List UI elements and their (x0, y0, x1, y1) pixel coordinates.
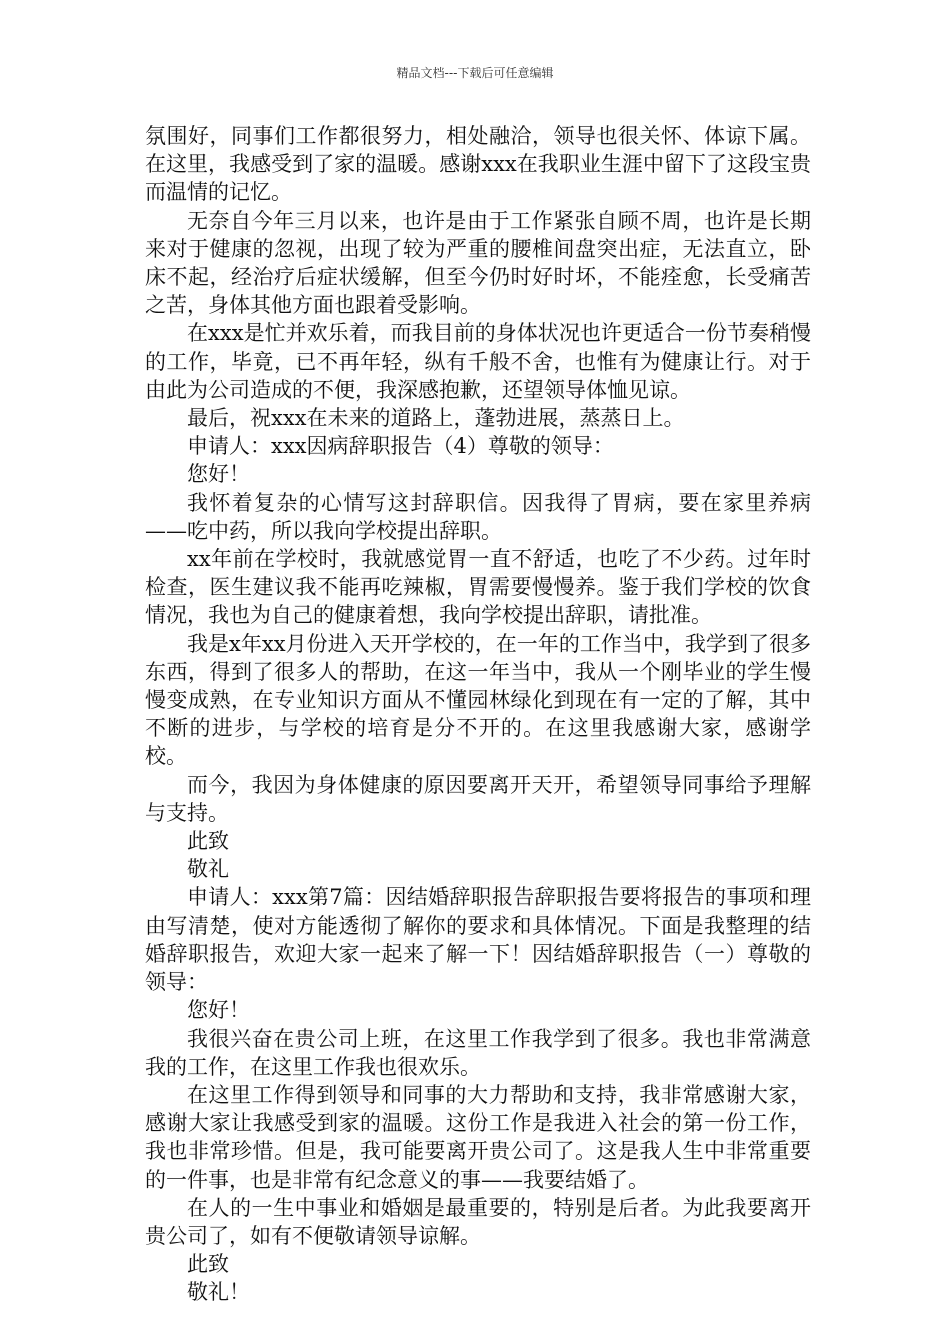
paragraph: 敬礼！ (187, 1280, 250, 1305)
paragraph: 申请人：xxx第7篇：因结婚辞职报告辞职报告要将报告的事项和理由写清楚，使对方能透彻了解你的要求和具体情况。下面是我整理的结婚辞职报告，欢迎大家一起来了解一下！因结婚辞职报告（一）尊敬的领导： (145, 885, 811, 995)
page-header: 精品文档---下载后可任意编辑 (396, 66, 554, 80)
paragraph: 申请人：xxx因病辞职报告（4）尊敬的领导： (187, 434, 614, 459)
paragraph: 我是x年xx月份进入天开学校的，在一年的工作当中，我学到了很多东西，得到了很多人的帮助，在这一年当中，我从一个刚毕业的学生慢慢变成熟，在专业知识方面从不懂园林绿化到现在有一定的了解，其中不断的进步，与学校的培育是分不开的。在这里我感谢大家，感谢学校。 (145, 631, 811, 769)
paragraph: 在xxx是忙并欢乐着，而我目前的身体状况也许更适合一份节奏稍慢的工作，毕竟，已不再年轻，纵有千般不舍，也惟有为健康让行。对于由此为公司造成的不便，我深感抱歉，还望领导体恤见谅。 (145, 321, 811, 402)
paragraph: 无奈自今年三月以来，也许是由于工作紧张自顾不周，也许是长期来对于健康的忽视，出现了较为严重的腰椎间盘突出症，无法直立，卧床不起，经治疗后症状缓解，但至今仍时好时坏，不能痊愈，长受痛苦之苦，身体其他方面也跟着受影响。 (145, 208, 811, 318)
paragraph: 此致 (187, 1252, 229, 1277)
paragraph: 而今，我因为身体健康的原因要离开天开，希望领导同事给予理解与支持。 (145, 772, 811, 825)
paragraph: xx年前在学校时，我就感觉胃一直不舒适，也吃了不少药。过年时检查，医生建议我不能再吃辣椒，胃需要慢慢养。鉴于我们学校的饮食情况，我也为自己的健康着想，我向学校提出辞职，请批准。 (145, 547, 811, 628)
paragraph: 此致 (187, 829, 229, 854)
paragraph: 在人的一生中事业和婚姻是最重要的，特别是后者。为此我要离开贵公司了，如有不便敬请领导谅解。 (145, 1195, 811, 1248)
paragraph: 您好！ (187, 462, 250, 487)
paragraph: 我怀着复杂的心情写这封辞职信。因我得了胃病，要在家里养病——吃中药，所以我向学校提出辞职。 (145, 490, 811, 543)
document-body (145, 122, 811, 1307)
paragraph: 我很兴奋在贵公司上班，在这里工作我学到了很多。我也非常满意我的工作，在这里工作我也很欢乐。 (145, 1026, 811, 1079)
paragraph: 氛围好，同事们工作都很努力，相处融洽，领导也很关怀、体谅下属。在这里，我感受到了家的温暖。感谢xxx在我职业生涯中留下了这段宝贵而温情的记忆。 (145, 124, 811, 205)
paragraph: 您好！ (187, 998, 250, 1023)
paragraph: 最后，祝xxx在未来的道路上，蓬勃进展，蒸蒸日上。 (187, 406, 685, 431)
paragraph: 在这里工作得到领导和同事的大力帮助和支持，我非常感谢大家，感谢大家让我感受到家的温暖。这份工作是我进入社会的第一份工作，我也非常珍惜。但是，我可能要离开贵公司了。这是我人生中非常重要的一件事，也是非常有纪念意义的事——我要结婚了。 (145, 1082, 811, 1192)
paragraph: 敬礼 (187, 857, 229, 882)
